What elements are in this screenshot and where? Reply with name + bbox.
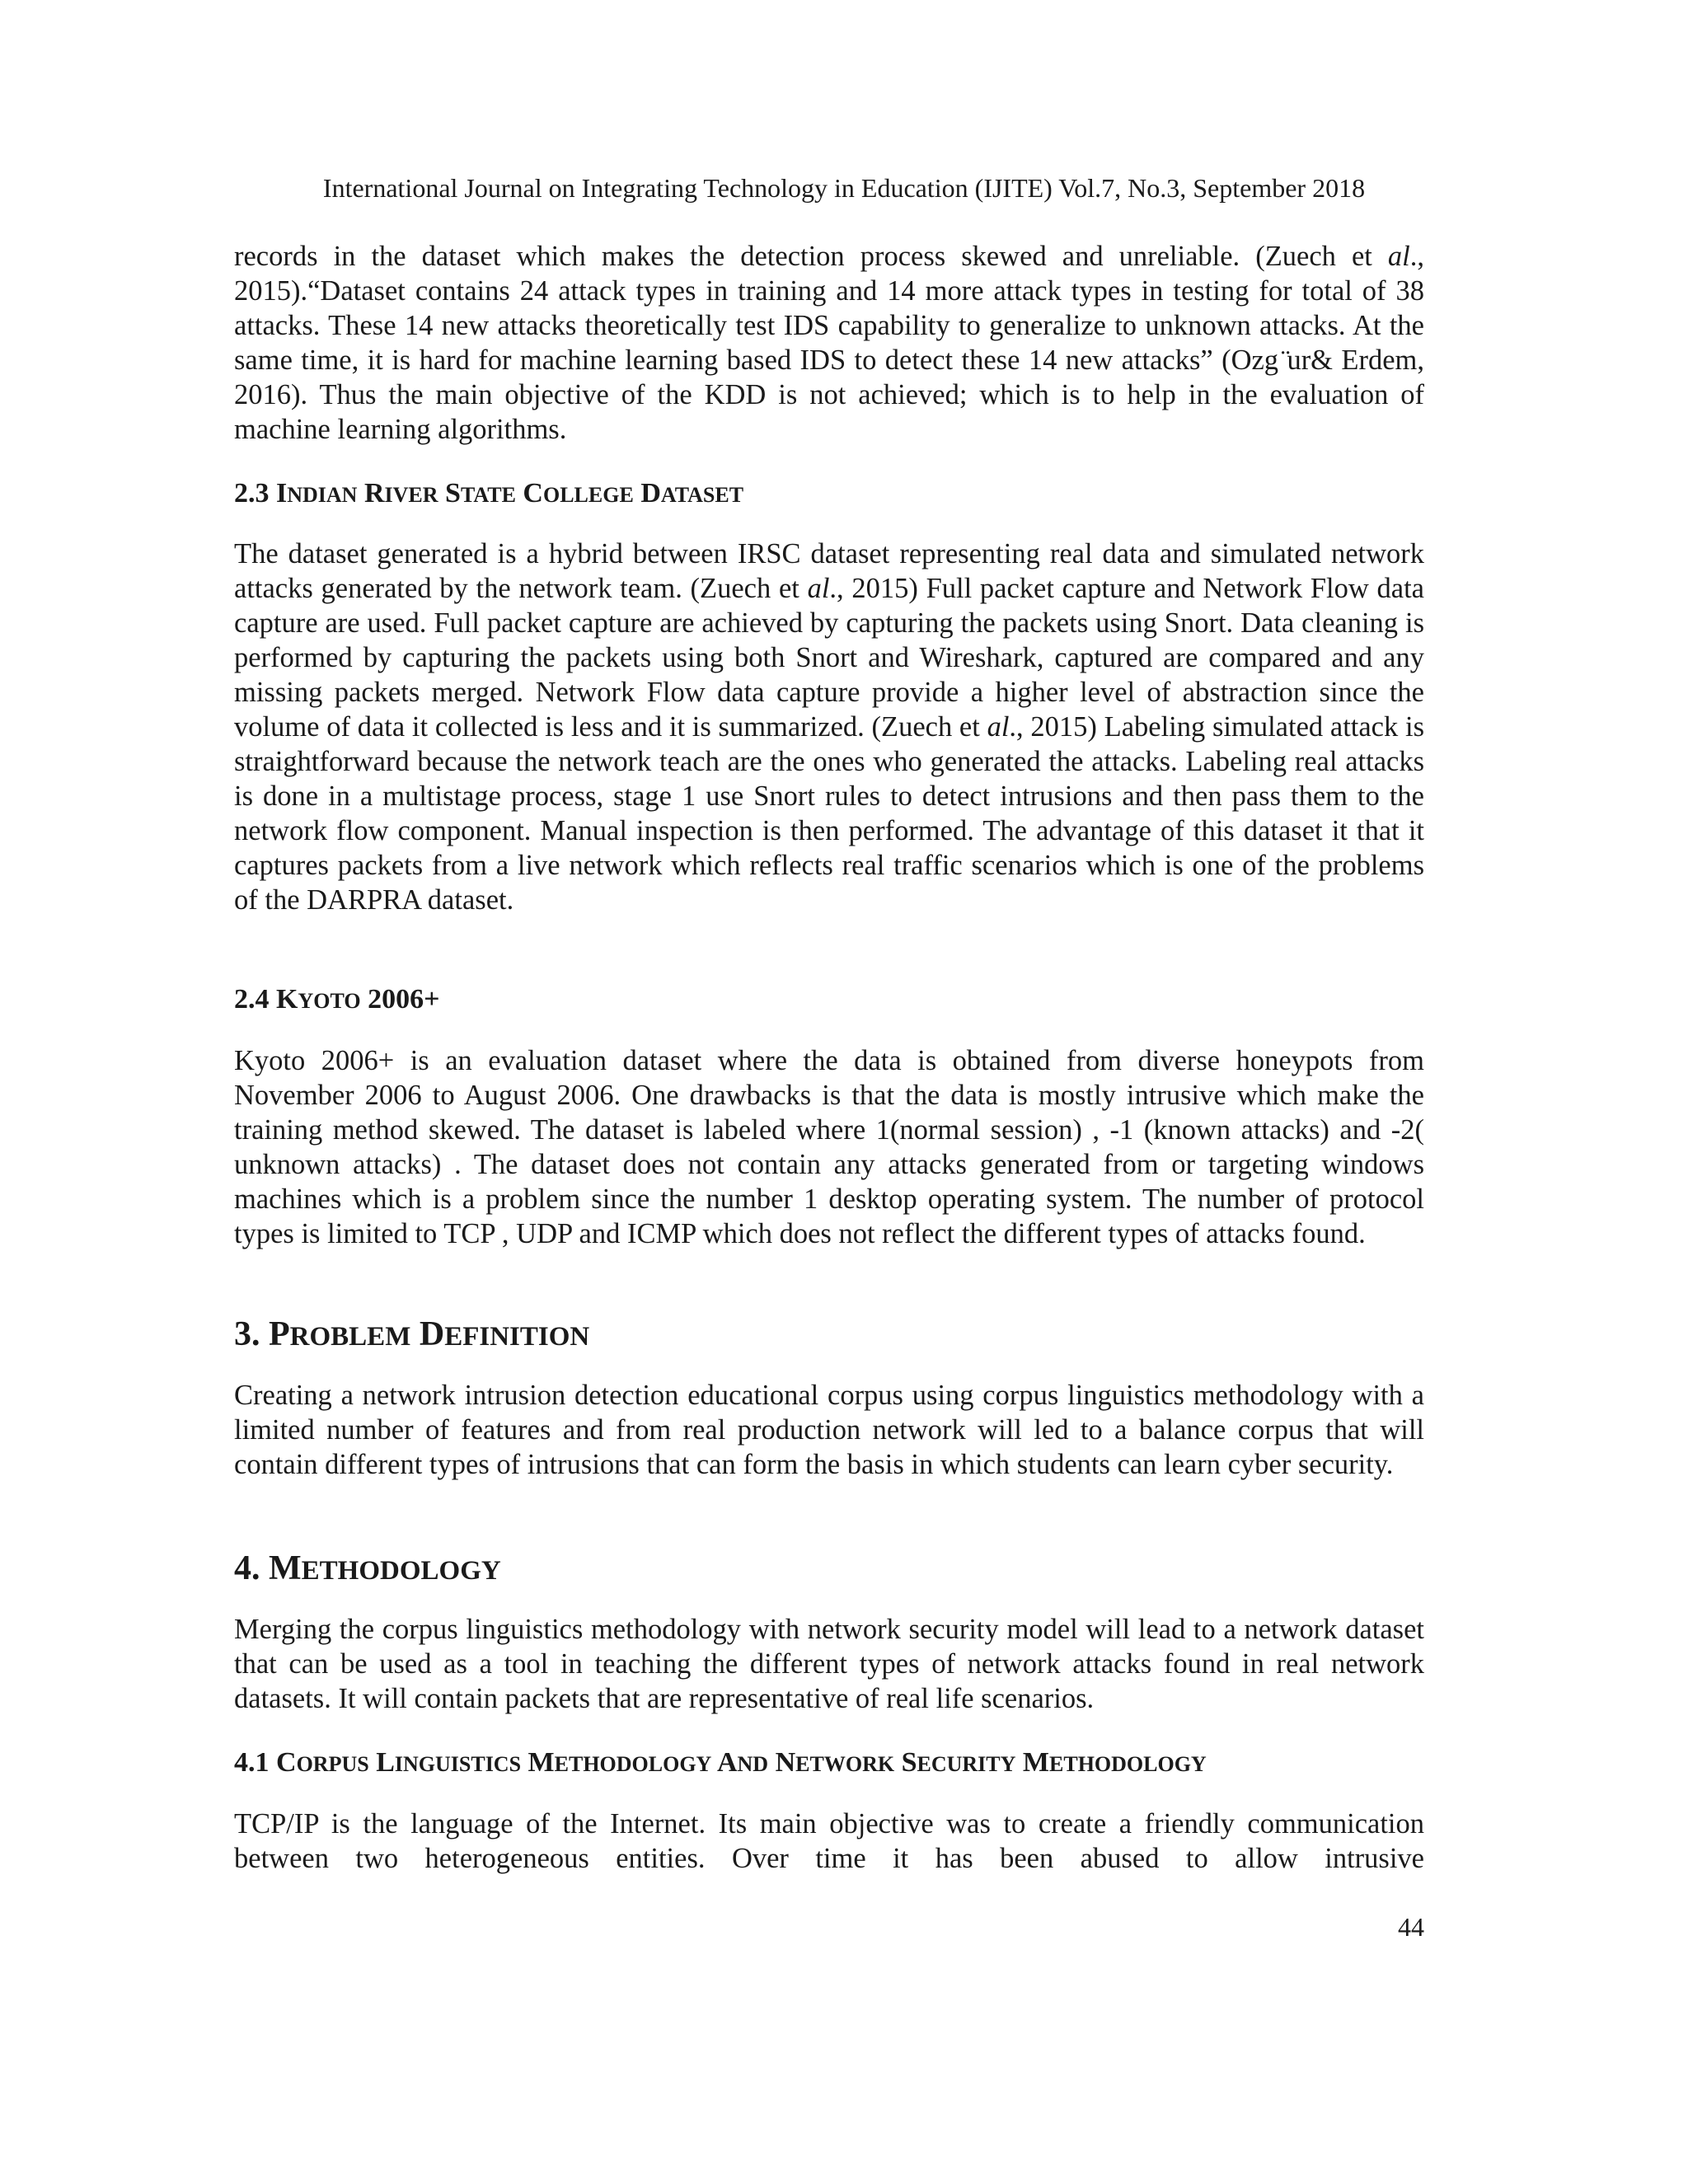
paragraph-intro-text-c: ., 2015).“Dataset contains 24 attack types in training and 14 more attack types in testing for total of 38 attacks. These 14 new attacks theoretically test IDS capability to generalize to unknown attacks. At the same time, it is hard for machine learning based IDS to detect these 14 new attacks” (Ozg ̈ur& Erdem, 2016). Thus the main objective of the KDD is not achieved; which is to help in the evaluation of machine learning algorithms. [234,241,1424,445]
section-heading-4-1 [234,1746,1424,1782]
heading-word-initial: C [523,478,543,509]
heading-word-rest: OLLEGE [542,483,634,507]
heading-word-initial: I [276,478,288,509]
heading-word-initial: M [1022,1747,1050,1778]
heading-word-initial: D [419,1315,445,1353]
paragraph-2-3-italic-al: al [807,573,830,604]
paragraph-4-1: TCP/IP is the language of the Internet. Its main objective was to create a friendly communication between two heterogeneous entities. Over time it has been abused to allow intrusive [234,1808,1424,1874]
heading-word-initial: N [775,1747,796,1778]
heading-word-rest: ATASET [660,483,744,507]
paragraph-2-4: Kyoto 2006+ is an evaluation dataset where the data is obtained from diverse honeypots from November 2006 to August 2006. One drawbacks is that the data is mostly intrusive which make the training method skewed. The dataset is labeled where 1(normal session) , -1 (known attacks) and -2( unknown attacks) . The dataset does not contain any attacks generated from or targeting windows machines which is a problem since the number 1 desktop operating system. The number of protocol types is limited to TCP , UDP and ICMP which does not reflect the different types of attacks found. [234,1045,1424,1249]
section-number: 4. [234,1549,269,1587]
paragraph-intro [234,239,1424,447]
heading-word-initial: K [276,984,298,1015]
paragraph-4: Merging the corpus linguistics methodology with network security model will lead to a network dataset that can be used as a tool in teaching the different types of network attacks found in real network datasets. It will contain packets that are representative of real life scenarios. [234,1614,1424,1714]
section-number: 3. [234,1315,269,1353]
heading-word-initial: R [363,478,385,509]
paragraph-intro-text-a: records in the dataset which makes the detection process skewed and unreliable. (Zuech et [234,241,1388,272]
heading-word-rest: YOTO [298,989,361,1013]
paragraph-2-3-text-c: ., 2015) Full packet capture and Network Flow data capture are used. Full packet capture are achieved by capturing the packets using Snort. Data cleaning is performed by capturing the packets using both Snort and Wireshark, captured are compared and any missing packets merged. Network Flow data capture provide a higher level of abstraction since the volume of data it collected is less and it is summarized. (Zuech et [234,573,1424,743]
heading-word-initial: M [528,1747,555,1778]
section-number: 2.3 [234,478,276,509]
heading-word-rest: ETHODOLOGY [301,1556,501,1586]
heading-word-initial: S [445,478,461,509]
paragraph-2-3-text-e: ., 2015) Labeling simulated attack is straightforward because the network teach are the ones who generated the attacks. Labeling real attacks is done in a multistage process, stage 1 use Snort rules to detect intrusions and then pass them to the network flow component. Manual inspection is then performed. The advantage of this dataset it that it captures packets from a live network which reflects real traffic scenarios which is one of the problems of the DARPRA dataset. [234,711,1424,916]
paragraph-3: Creating a network intrusion detection educational corpus using corpus linguistics methodology with a limited number of features and from real production network will led to a balance corpus that will contain different types of intrusions that can form the basis in which students can learn cyber security. [234,1380,1424,1480]
section-heading-4 [234,1548,1424,1591]
section-heading-2-4 [234,982,1424,1019]
heading-word-initial: D [640,478,661,509]
section-number: 2.4 [234,984,276,1015]
paragraph-2-3-italic-al: al [987,711,1010,743]
section-heading-3 [234,1314,1424,1357]
paragraph-2-3 [234,537,1424,917]
running-header: International Journal on Integrating Technology in Education (IJITE) Vol.7, No.3, September 2018 [322,173,1366,203]
heading-word-rest: INGUISTICS [394,1752,522,1776]
paragraph-intro-italic-al: al [1387,241,1410,272]
heading-word-initial: M [269,1549,302,1587]
paragraph-2-3-text-a: The dataset generated is a hybrid between IRSC dataset representing real data and simulated network attacks generated by the network team. (Zuech et [234,538,1424,604]
heading-word-rest: ROBLEM [289,1322,411,1352]
heading-word-tail: 2006+ [360,984,440,1015]
heading-word-initial: A [716,1747,738,1778]
heading-word-rest: IVER [384,483,438,507]
heading-word-rest: ORPUS [296,1752,369,1776]
heading-word-rest: EFINITION [444,1322,590,1352]
heading-word-initial: P [269,1315,290,1353]
heading-word-rest: ETWORK [795,1752,895,1776]
heading-word-rest: ETHODOLOGY [1049,1752,1207,1776]
section-heading-2-3 [234,476,1424,513]
heading-word-initial: L [376,1747,395,1778]
heading-word-rest: NDIAN [287,483,358,507]
heading-word-rest: ETHODOLOGY [554,1752,712,1776]
page-number: 44 [1398,1912,1424,1942]
heading-word-rest: ECURITY [917,1752,1016,1776]
heading-word-initial: S [901,1747,917,1778]
heading-word-rest: TATE [460,483,516,507]
section-number: 4.1 [234,1747,276,1778]
heading-word-rest: ND [737,1752,769,1776]
heading-word-initial: C [276,1747,297,1778]
